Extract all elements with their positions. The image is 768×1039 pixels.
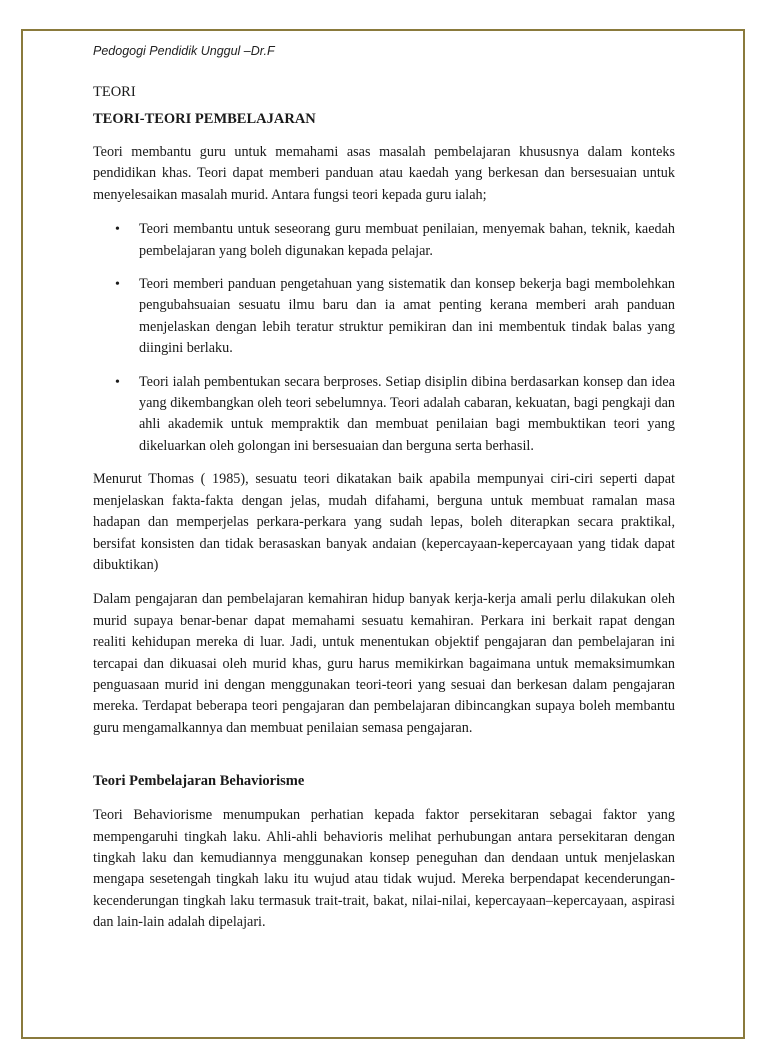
list-item [93,274,675,360]
behaviorisme-heading: Teori Pembelajaran Behaviorisme [93,773,305,790]
list-item-text: Teori ialah pembentukan secara berproses. Setiap disiplin dibina berdasarkan konsep dan idea yang dikembangkan oleh teori sebelumnya. Teori adalah cabaran, kekuatan, bagi pengkaji dan ahli akademik untuk mempraktik dan membuat penilaian bagi membuktikan teori yang dikeluarkan oleh golongan ini bersesuaian dan berguna serta berhasil. [139,373,675,454]
bullet-icon: • [115,277,120,293]
running-header: Pedogogi Pendidik Unggul –Dr.F [93,44,275,58]
intro-paragraph: Teori membantu guru untuk memahami asas masalah pembelajaran khususnya dalam konteks pendidikan khas. Teori dapat memberi panduan atau kaedah yang berkesan dan bersesuaian untuk menyelesaikan masalah murid. Antara fungsi teori kepada guru ialah; [93,144,675,203]
behaviorisme-paragraph: Teori Behaviorisme menumpukan perhatian kepada faktor persekitaran sebagai faktor yang mempengaruhi tingkah laku. Ahli-ahli behavioris melihat perhubungan antara persekitaran dengan tingkah laku dan kemudiannya menggunakan konsep peneguhan dan dendaan untuk menjelaskan mengapa sesetengah tingkah laku itu wujud atau tidak wujud. Mereka berpendapat kecenderungan-kecenderungan tingkah laku termasuk trait-trait, bakat, nilai-nilai, kepercayaan–kepercayaan, aspirasi dan lain-lain adalah dipelajari. [93,807,675,931]
bullet-icon: • [115,222,120,238]
bullet-icon: • [115,374,120,390]
section-label: TEORI [93,84,136,100]
function-list [93,219,675,457]
list-item [93,219,675,262]
document-body [93,44,675,947]
thomas-paragraph: Menurut Thomas ( 1985), sesuatu teori dikatakan baik apabila mempunyai ciri-ciri seperti dapat menjelaskan fakta-fakta dengan jelas, mudah difahami, berguna untuk membuat ramalan masa hadapan dan memperjelas perkara-perkara yang sudah lepas, boleh diterapkan secara praktikal, bersifat konsisten dan tidak berasaskan banyak andaian (kepercayaan-kepercayaan yang tidak dapat dibuktikan) [93,471,675,573]
list-item [93,372,675,458]
list-item-text: Teori membantu untuk seseorang guru membuat penilaian, menyemak bahan, teknik, kaedah pembelajaran yang boleh digunakan kepada pelajar. [139,221,675,259]
main-heading: TEORI-TEORI PEMBELAJARAN [93,111,316,127]
list-item-text: Teori memberi panduan pengetahuan yang sistematik dan konsep bekerja bagi membolehkan pengubahsuaian sesuatu ilmu baru dan ia amat penting kerana memberi arah panduan menjelaskan dengan lebih teratur struktur pemikiran dan ini membentuk tindak balas yang diingini berlaku. [139,276,675,357]
pengajaran-paragraph: Dalam pengajaran dan pembelajaran kemahiran hidup banyak kerja-kerja amali perlu dilakukan oleh murid supaya benar-benar dapat memahami sesuatu kemahiran. Perkara ini berkait rapat dengan realiti kehidupan mereka di luar. Jadi, untuk menentukan objektif pengajaran dan pembelajaran ini tercapai dan dikuasai oleh murid khas, guru harus memikirkan bagaimana untuk memaksimumkan penguasaan murid ini dengan menggunakan teori-teori yang sesuai dan berkesan dalam pengajaran mereka. Terdapat beberapa teori pengajaran dan pembelajaran dibincangkan supaya boleh membantu guru mengamalkannya dan membuat penilaian semasa pengajaran. [93,591,675,736]
